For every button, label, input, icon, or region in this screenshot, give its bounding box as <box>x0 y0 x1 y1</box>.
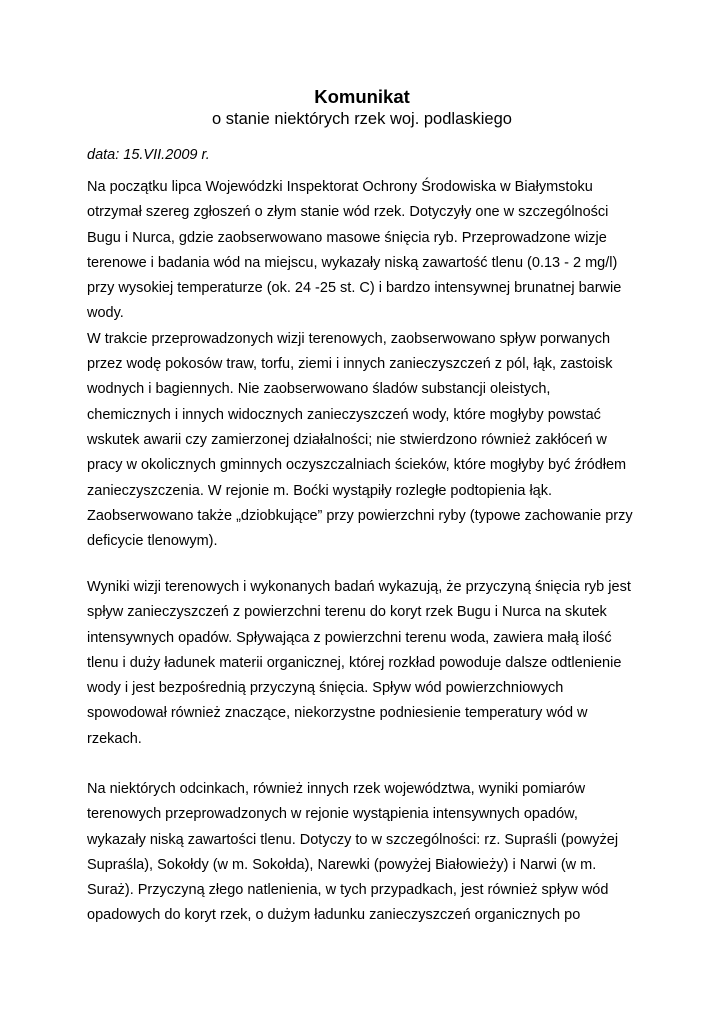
text-line: opadowych do koryt rzek, o dużym ładunku zanieczyszczeń organicznych po <box>87 907 581 924</box>
text-line: otrzymał szereg zgłoszeń o złym stanie wód rzek. Dotyczyły one w szczególności <box>87 204 609 221</box>
text-line: przez wodę pokosów traw, torfu, ziemi i innych zanieczyszczeń z pól, łąk, zastoisk <box>87 356 613 373</box>
document-subtitle: o stanie niektórych rzek woj. podlaskiego <box>212 110 512 128</box>
text-line: Suraż). Przyczyną złego natlenienia, w tych przypadkach, jest również spływ wód <box>87 882 609 899</box>
text-line: wykazały niską zawartości tlenu. Dotyczy to w szczególności: rz. Supraśli (powyżej <box>87 831 619 848</box>
text-line: tlenu i duży ładunek materii organicznej, której rozkład powoduje dalsze odtlenienie <box>87 654 622 671</box>
text-line: W trakcie przeprowadzonych wizji terenowych, zaobserwowano spływ porwanych <box>87 330 611 347</box>
paragraph-2 <box>87 575 647 752</box>
text-line: Zaobserwowano także „dziobkujące” przy powierzchni ryby (typowe zachowanie przy <box>87 507 633 524</box>
text-line: zanieczyszczenia. W rejonie m. Boćki wystąpiły rozległe podtopienia łąk. <box>87 482 553 499</box>
text-line: Wyniki wizji terenowych i wykonanych badań wykazują, że przyczyną śnięcia ryb jest <box>87 579 631 595</box>
text-line: spływ zanieczyszczeń z powierzchni terenu do koryt rzek Bugu i Nurca na skutek <box>87 604 607 621</box>
text-line: Na niektórych odcinkach, również innych rzek województwa, wyniki pomiarów <box>87 781 586 797</box>
text-line: Supraśla), Sokołdy (w m. Sokołda), Narewki (powyżej Białowieży) i Narwi (w m. <box>87 856 597 873</box>
text-line: pracy w okolicznych gminnych oczyszczalniach ścieków, które mogłyby być źródłem <box>87 457 627 474</box>
text-line: chemicznych i innych widocznych zanieczyszczeń wody, które mogłyby powstać <box>87 406 601 423</box>
text-line: wody. <box>87 305 124 322</box>
text-line: intensywnych opadów. Spływająca z powierzchni terenu woda, zawiera małą ilość <box>87 629 612 646</box>
text-line: Na początku lipca Wojewódzki Inspektorat Ochrony Środowiska w Białymstoku <box>87 179 593 195</box>
text-line: Bugu i Nurca, gdzie zaobserwowano masowe śnięcia ryb. Przeprowadzone wizje <box>87 229 607 246</box>
text-line: rzekach. <box>87 730 142 747</box>
text-line: terenowych przeprowadzonych w rejonie wystąpienia intensywnych opadów, <box>87 806 578 823</box>
text-line: deficycie tlenowym). <box>87 533 218 550</box>
paragraph-3 <box>87 777 647 929</box>
text-line: wodnych i bagiennych. Nie zaobserwowano śladów substancji oleistych, <box>87 381 551 398</box>
text-line: terenowe i badania wód na miejscu, wykazały niską zawartość tlenu (0.13 - 2 mg/l) <box>87 254 618 271</box>
document-date: data: 15.VII.2009 r. <box>87 147 210 163</box>
text-line: wody i jest bezpośrednią przyczyną śnięcia. Spływ wód powierzchniowych <box>87 680 564 697</box>
text-line: przy wysokiej temperaturze (ok. 24 -25 st. C) i bardzo intensywnej brunatnej barwie <box>87 280 622 297</box>
text-line: wskutek awarii czy zamierzonej działalności; nie stwierdzono również zakłóceń w <box>87 431 607 448</box>
paragraph-1 <box>87 175 647 554</box>
text-line: spowodował również znaczące, niekorzystne podniesienie temperatury wód w <box>87 705 588 722</box>
document-title: Komunikat <box>314 86 410 107</box>
